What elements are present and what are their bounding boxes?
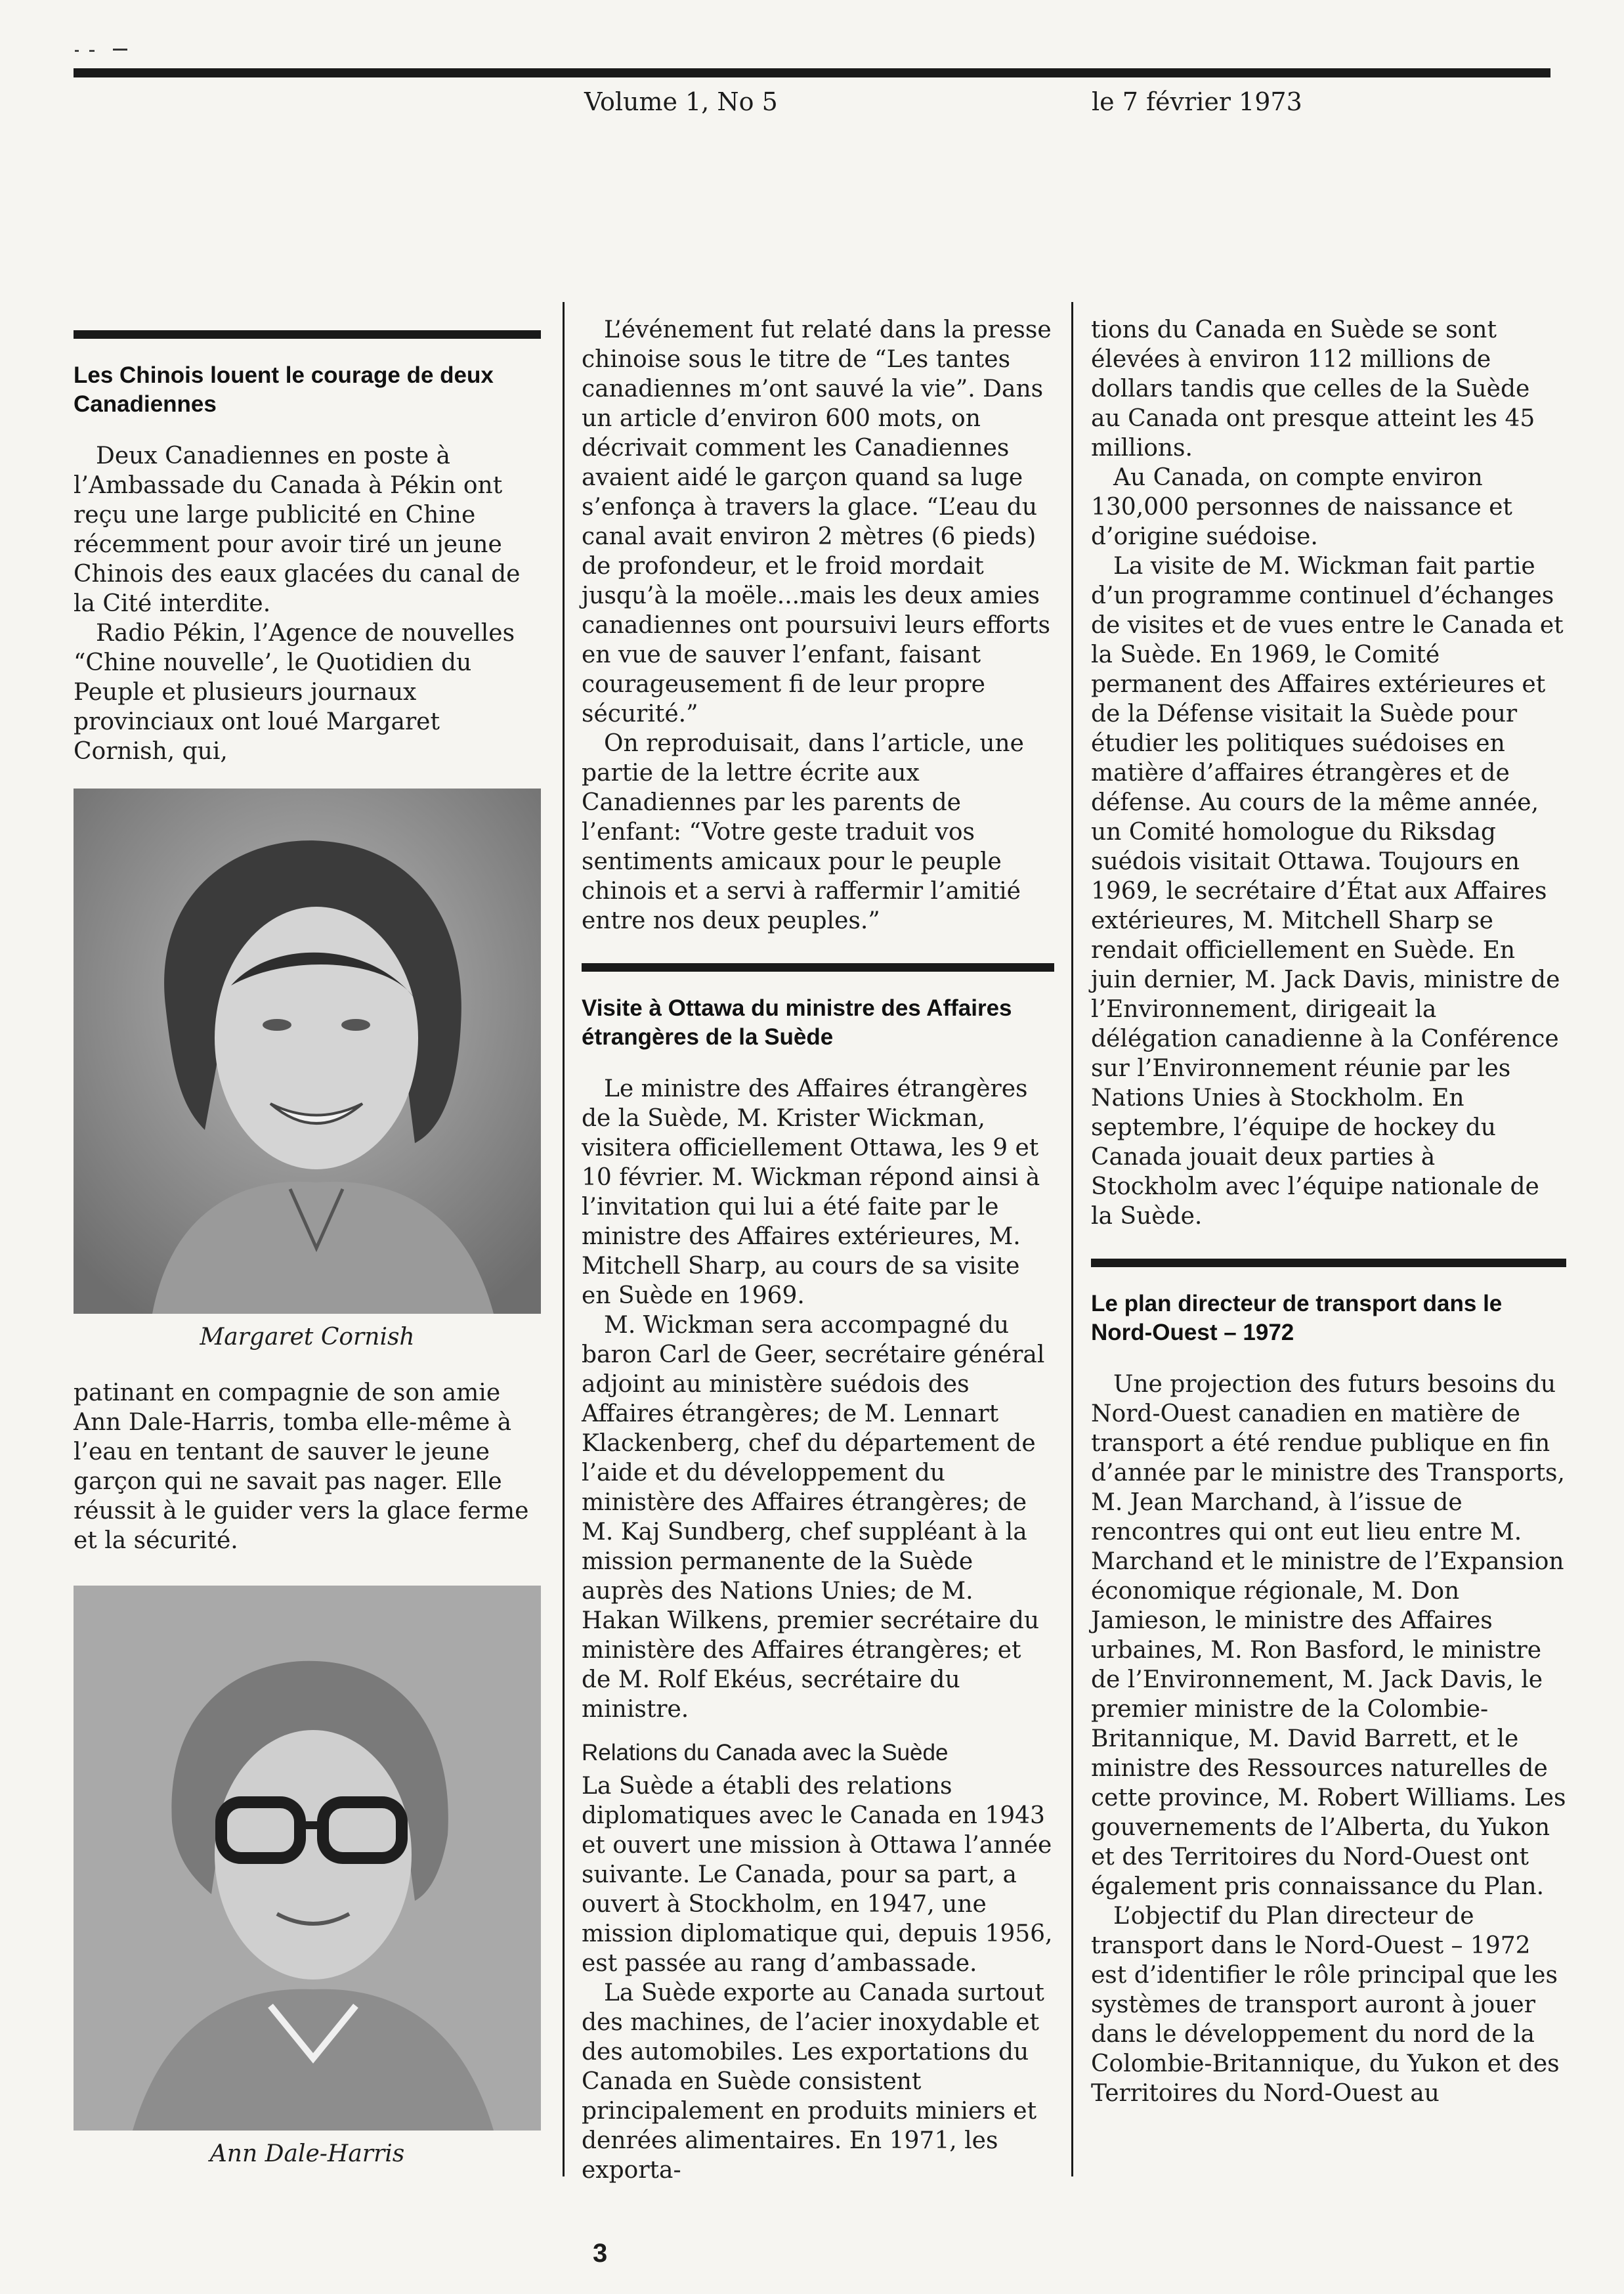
column-2 xyxy=(582,315,1054,2185)
article-headline: Les Chinois louent le courage de deux Canadiennes xyxy=(74,362,494,417)
page-number: 3 xyxy=(593,2239,608,2268)
article-paragraph: La Suède a établi des relations diplomatiques avec le Canada en 1943 et ouvert une mission à Ottawa l’année suivante. Le Canada, pour sa part, a ouvert à Stockholm, en 1947, une mission diplomatique qui, depuis 1956, est passée au rang d’ambassade. xyxy=(582,1773,1053,1977)
scan-specks xyxy=(74,42,165,55)
article-paragraph: La Suède exporte au Canada surtout des machines, de l’acier inoxydable et des automobiles. Les exportations du Canada en Suède consistent principalement en produits miniers et denrées alimentaires. En 1971, les exporta- xyxy=(582,1980,1044,2184)
article-paragraph: Deux Canadiennes en poste à l’Ambassade du Canada à Pékin ont reçu une large publicité en Chine récemment pour avoir tiré un jeune Chinois des eaux glacées du canal de la Cité interdite. xyxy=(74,443,521,617)
issue-date: le 7 février 1973 xyxy=(1092,87,1302,116)
volume-number: Volume 1, No 5 xyxy=(584,87,778,116)
column-1 xyxy=(74,325,541,2195)
article-paragraph: L’objectif du Plan directeur de transport dans le Nord-Ouest – 1972 est d’identifier le rôle principal que les systèmes de transport auront à jouer dans le développement du nord de la Colombie-Britannique, du Yukon et des Territoires du Nord-Ouest au xyxy=(1091,1903,1560,2107)
article-paragraph: L’événement fut relaté dans la presse chinoise sous le titre de “Les tantes canadiennes m’ont sauvé la vie”. Dans un article d’environ 600 mots, on décrivait comment les Canadiennes avaient aidé le garçon quand sa luge s’enfonça à travers la glace. “L’eau du canal avait environ 2 mètres (6 pieds) de profondeur, et le froid mordait jusqu’à la moële...mais les deux amies canadiennes ont poursuivi leurs efforts en vue de sauver l’enfant, faisant courageusement fi de leur propre sécurité.” xyxy=(582,316,1052,727)
article-paragraph: Au Canada, on compte environ 130,000 personnes de naissance et d’origine suédoise. xyxy=(1091,464,1512,550)
article-paragraph: Une projection des futurs besoins du Nord-Ouest canadien en matière de transport a été rendue publique en fin d’année par le ministre des Transports, M. Jean Marchand, à l’issue de rencontres qui ont eut lieu entre M. Marchand et le ministre de l’Expansion économique régionale, M. Don Jamieson, le ministre des Affaires urbaines, M. Ron Basford, le ministre de l’Environnement, M. Jack Davis, le premier ministre de la Colombie-Britannique, M. David Barrett, et le ministre des Ressources naturelles de cette province, M. Robert Williams. Les gouvernements de l’Alberta, du Yukon et des Territoires du Nord-Ouest ont également pris connaissance du Plan. xyxy=(1091,1371,1566,1900)
article-paragraph: M. Wickman sera accompagné du baron Carl de Geer, secrétaire général adjoint au ministère suédois des Affaires étrangères; de M. Lennart Klackenberg, chef du département de l’aide et du développement du ministère des Affaires étrangères; de M. Kaj Sundberg, chef suppléant à la mission permanente de la Suède auprès des Nations Unies; de M. Hakan Wilkens, premier secrétaire du ministère des Affaires étrangères; et de M. Rolf Ekéus, secrétaire du ministre. xyxy=(582,1312,1045,1723)
article-paragraph: tions du Canada en Suède se sont élevées à environ 112 millions de dollars tandis que celles de la Suède au Canada ont presque atteint les 45 millions. xyxy=(1091,316,1535,462)
article-paragraph: On reproduisait, dans l’article, une partie de la lettre écrite aux Canadiennes par les parents de l’enfant: “Votre geste traduit vos sentiments amicaux pour le peuple chinois et a servi à raffermir l’amitié entre nos deux peuples.” xyxy=(582,730,1024,934)
article-headline: Visite à Ottawa du ministre des Affaires étrangères de la Suède xyxy=(582,995,1012,1050)
article-headline: Le plan directeur de transport dans le Nord-Ouest – 1972 xyxy=(1091,1291,1503,1345)
headline-rule xyxy=(582,963,1054,972)
article-paragraph: Le ministre des Affaires étrangères de la Suède, M. Krister Wickman, visitera officiellement Ottawa, les 9 et 10 février. M. Wickman répond ainsi à l’invitation qui lui a été faite par le ministre des Affaires extérieures, M. Mitchell Sharp, au cours de sa visite en Suède en 1969. xyxy=(582,1075,1040,1309)
article-paragraph: Radio Pékin, l’Agence de nouvelles “Chine nouvelle’, le Quotidien du Peuple et plusieurs journaux provinciaux ont loué Margaret Cornish, qui, xyxy=(74,620,515,765)
photo-caption: Ann Dale-Harris xyxy=(209,2140,405,2167)
top-rule xyxy=(74,68,1550,77)
photo-margaret-cornish xyxy=(74,789,541,1314)
headline-rule xyxy=(74,330,541,339)
photo-caption: Margaret Cornish xyxy=(200,1324,415,1351)
article-subheading: Relations du Canada avec la Suède xyxy=(582,1740,949,1765)
headline-rule xyxy=(1091,1259,1566,1267)
column-3 xyxy=(1091,315,1566,2108)
column-divider xyxy=(563,302,565,2176)
column-divider xyxy=(1071,302,1073,2176)
photo-ann-dale-harris xyxy=(74,1586,541,2131)
article-paragraph: La visite de M. Wickman fait partie d’un programme continuel d’échanges de visites et de vues entre le Canada et la Suède. En 1969, le Comité permanent des Affaires extérieures et de la Défense visitait la Suède pour étudier les politiques suédoises en matière d’affaires étrangères et de défense. Au cours de la même année, un Comité homologue du Riksdag suédois visitait Ottawa. Toujours en 1969, le secrétaire d’État aux Affaires extérieures, M. Mitchell Sharp se rendait officiellement en Suède. En juin dernier, M. Jack Davis, ministre de l’Environnement, dirigeait la délégation canadienne à la Conférence sur l’Environnement réunie par les Nations Unies à Stockholm. En septembre, l’équipe de hockey du Canada jouait deux parties à Stockholm avec l’équipe nationale de la Suède. xyxy=(1091,553,1564,1230)
article-paragraph: patinant en compagnie de son amie Ann Dale-Harris, tomba elle-même à l’eau en tentant de sauver le jeune garçon qui ne savait pas nager. Elle réussit à le guider vers la glace ferme et la sécurité. xyxy=(74,1379,529,1554)
